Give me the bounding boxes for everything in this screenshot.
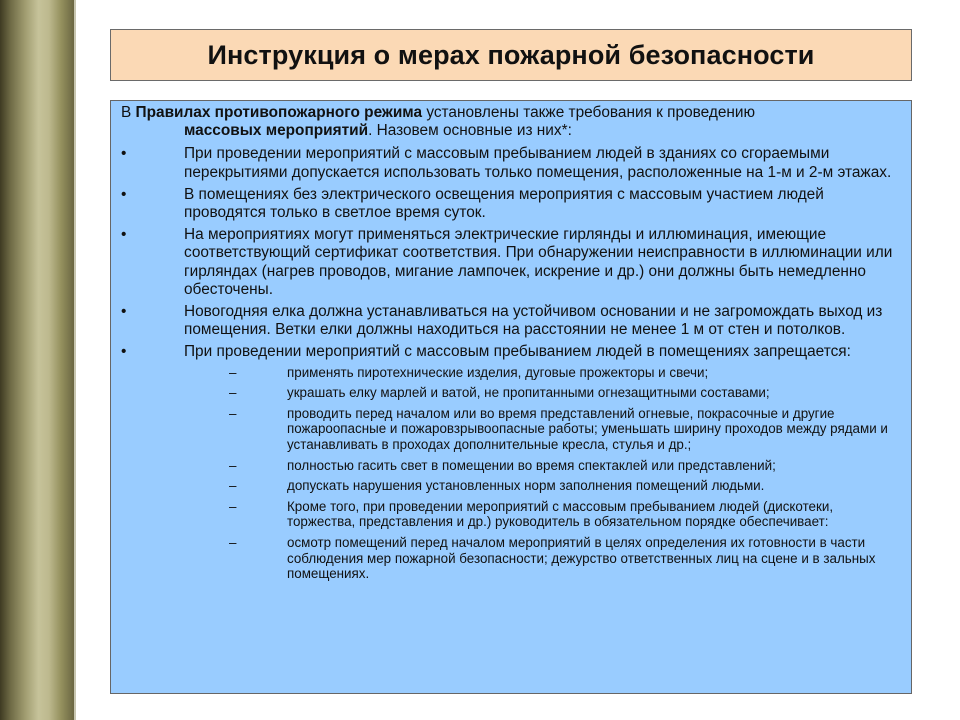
list-item: [121, 303, 901, 339]
sub-list-item-text: Кроме того, при проведении мероприятий с массовым пребыванием людей (дискотеки, торжества, представления и др.) руководитель в обязательном порядке обеспечивает:: [287, 498, 834, 530]
bullet-icon: •: [121, 185, 127, 203]
sub-list-item: [184, 499, 901, 530]
sub-list-item: [184, 406, 901, 453]
bullet-icon: •: [121, 145, 127, 163]
dash-icon: –: [229, 498, 237, 514]
intro-middle: установлены также требования к проведению: [422, 104, 756, 121]
bullet-icon: •: [121, 226, 127, 244]
intro-suffix: . Назовем основные из них*:: [368, 122, 572, 140]
list-item-text: При проведении мероприятий с массовым пребыванием людей в помещениях запрещается:: [184, 343, 851, 361]
list-item: [121, 226, 901, 299]
list-item: [121, 186, 901, 222]
bullet-icon: •: [121, 343, 127, 361]
sub-list-item-text: проводить перед началом или во время представлений огневые, покрасочные и другие пожароопасные и пожаровзрывоопасные работы; уменьшать ширину проходов между рядами и устанавливать в проходах дополнительные кресла, стулья и др.;: [287, 405, 888, 453]
sub-list-item-text: полностью гасить свет в помещении во время спектаклей или представлений;: [287, 457, 776, 473]
dash-icon: –: [229, 457, 237, 473]
list-item-text: На мероприятиях могут применяться электрические гирлянды и иллюминация, имеющие соответствующий сертификат соответствия. При обнаружении неисправности в иллюминации или гирляндах (нагрев проводов, мигание лампочек, искрение и др.) они должны быть немедленно обесточены.: [184, 226, 893, 298]
sub-list-item: [184, 385, 901, 401]
intro-continuation: [121, 122, 901, 140]
intro-prefix: В: [121, 104, 136, 121]
dash-icon: –: [229, 534, 237, 550]
intro-paragraph: [121, 104, 901, 140]
list-item-text: В помещениях без электрического освещения мероприятия с массовым участием людей проводятся только в светлое время суток.: [184, 185, 824, 222]
sub-list-item: [184, 365, 901, 381]
sub-list-item: [184, 458, 901, 474]
content-box: [110, 100, 912, 694]
list-item: [121, 343, 901, 581]
list-item: [121, 145, 901, 181]
dash-icon: –: [229, 405, 237, 421]
intro-bold-rules: Правилах противопожарного режима: [135, 104, 423, 121]
sub-list-item-text: осмотр помещений перед началом мероприятий в целях определения их готовности в части соблюдения мер пожарной безопасности; дежурство ответственных лиц на сцене и в зальных помещениях.: [287, 534, 876, 582]
intro-bold-events: массовых мероприятий: [184, 122, 369, 140]
list-item-text: При проведении мероприятий с массовым пребыванием людей в зданиях со сгораемыми перекрытиями допускается использовать только помещения, расположенные на 1-м и 2-м этажах.: [184, 145, 892, 181]
dash-icon: –: [229, 478, 237, 494]
dash-icon: –: [229, 385, 237, 401]
list-item-text: Новогодняя елка должна устанавливаться на устойчивом основании и не загромождать выход из помещения. Ветки елки должны находиться на расстоянии не менее 1 м от стен и потолков.: [184, 303, 883, 339]
prohibitions-sublist: [184, 365, 901, 582]
dash-icon: –: [229, 364, 237, 380]
sub-list-item: [184, 535, 901, 582]
bullet-icon: •: [121, 303, 127, 321]
title-box: [110, 29, 912, 81]
sub-list-item-text: допускать нарушения установленных норм заполнения помещений людьми.: [287, 478, 765, 494]
decorative-side-bar: [0, 0, 74, 720]
slide-title: Инструкция о мерах пожарной безопасности: [207, 39, 815, 70]
sub-list-item-text: применять пиротехнические изделия, дуговые прожекторы и свечи;: [287, 364, 709, 380]
sub-list-item: [184, 478, 901, 494]
sub-list-item-text: украшать елку марлей и ватой, не пропитанными огнезащитными составами;: [287, 385, 770, 401]
side-bar-edge: [74, 0, 76, 720]
